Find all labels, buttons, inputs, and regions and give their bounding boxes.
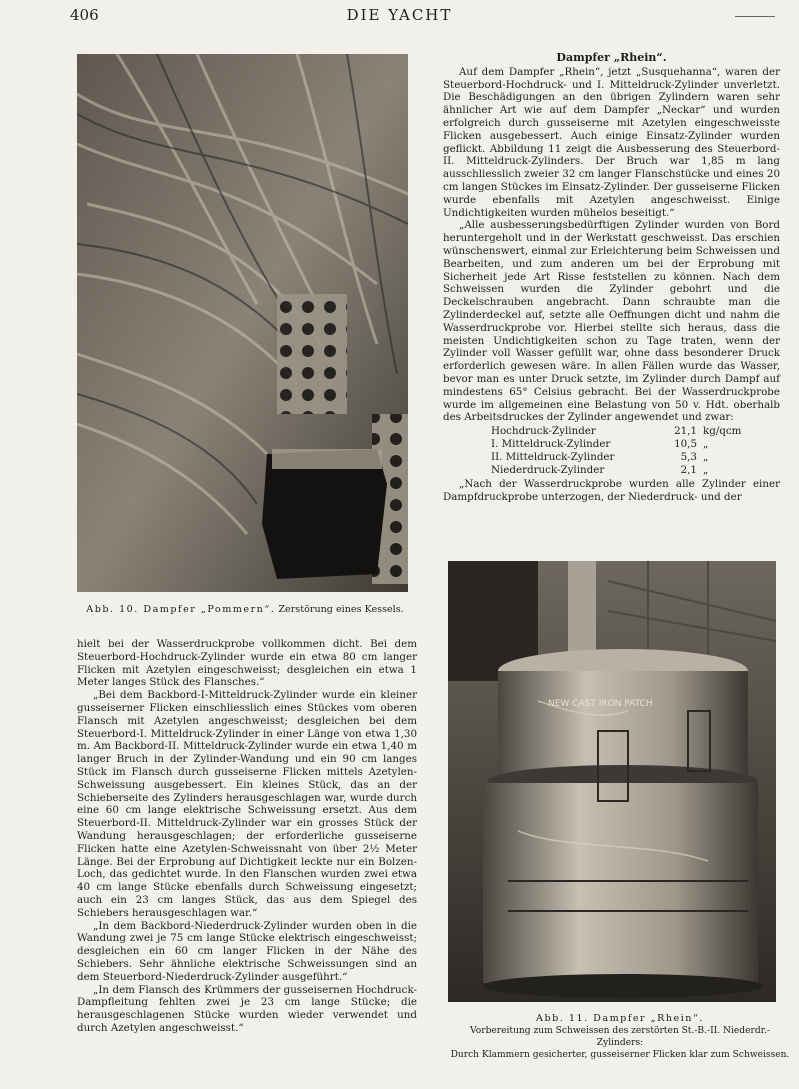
left-paragraph-2: „Bei dem Backbord-I-Mitteldruck-Zylinder wurde ein kleiner gusseiserner Flicken einschliesslich eines Stückes vom oberen Flansch mit Azetylen angeschweisst; desgleichen bei dem Steuerbord-I. Mitteldruck-Zylinder in einer Länge von etwa 1,30 m. Am Backbord-II. Mitteldruck-Zylinder wurde ein etwa 1,40 m langer Bruch in der Zylinder-Wandung und ein 90 cm langes Stück im Flansch durch gusseiserne Flicken mittels Azetylen-Schweissung ausgebessert. Ein kleines Stück, das an der Schieberseite des Zylinders herausgeschlagen war, wurde durch eine 60 cm lange elektrische Schweissung ersetzt. Aus dem Steuerbord-II. Mitteldruck-Zylinder war ein grosses Stück der Wandung herausgeschlagen; der erforderliche gusseiserne Flicken hatte eine Azetylen-Schweissnaht von über 2½ Meter Länge. Bei der Erprobung auf Dichtigkeit leckte nur ein Bolzen-Loch, das gedichtet wurde. In den Flanschen wurden zwei etwa 40 cm lange Stücke ebenfalls durch Schweissung eingesetzt; auch ein 23 cm langes Stück, das aus dem Spiegel des Schiebers herausgeschlagen war.“ bbox=[77, 689, 417, 919]
pressure-unit: „ bbox=[703, 450, 709, 463]
figure-11-caption-line-3: Durch Klammern gesicherter, gusseiserner Flicken klar zum Schweissen. bbox=[450, 1050, 790, 1060]
pressure-value: 21,1 bbox=[674, 425, 697, 438]
pressure-unit: kg/qcm bbox=[703, 425, 742, 438]
right-text-column bbox=[443, 52, 780, 504]
left-paragraph-1: hielt bei der Wasserdruckprobe vollkommen dicht. Bei dem Steuerbord-Hochdruck-Zylinder wurde ein etwa 80 cm langer Flicken mit Azetylen eingeschweisst; desgleichen ein etwa 1 Meter langes Stück des Flansches.“ bbox=[77, 638, 417, 689]
figure-10-caption-text: Zerstörung eines Kessels. bbox=[278, 604, 404, 615]
header-rule bbox=[735, 16, 775, 17]
page-number: 406 bbox=[70, 6, 99, 24]
figure-10-caption-prefix: Abb. 10. Dampfer „Pommern“. bbox=[86, 604, 276, 615]
pressure-unit: „ bbox=[703, 463, 709, 476]
cylinder-name: Niederdruck-Zylinder bbox=[491, 463, 605, 476]
right-paragraph-1: Auf dem Dampfer „Rhein“, jetzt „Susquehanna“, waren der Steuerbord-Hochdruck- und I. Mitteldruck-Zylinder unverletzt. Die Beschädigungen an den übrigen Zylindern waren sehr ähnlicher Art wie auf dem Dampfer „Neckar“ und wurden erfolgreich durch gusseiserne mit Azetylen eingeschweisste Flicken ausgebessert. Auch einige Einsatz-Zylinder wurden geflickt. Abbildung 11 zeigt die Ausbesserung des Steuerbord-II. Mitteldruck-Zylinders. Der Bruch war 1,85 m lang ausschliesslich zweier 32 cm langer Flanschstücke und eines 20 cm langen Stückes im Einsatz-Zylinder. Der gusseiserne Flicken wurde ebenfalls mit Azetylen angeschweisst. Einige Undichtigkeiten wurden mühelos beseitigt.“ bbox=[443, 65, 780, 219]
right-paragraph-3: „Nach der Wasserdruckprobe wurden alle Zylinder einer Dampfdruckprobe unterzogen, der Niederdruck- und der bbox=[443, 478, 780, 504]
section-heading-rhein: Dampfer „Rhein“. bbox=[556, 51, 667, 64]
pressure-unit: „ bbox=[703, 437, 709, 450]
figure-11-caption-title: Abb. 11. Dampfer „Rhein“. bbox=[536, 1013, 704, 1024]
figure-11-caption bbox=[448, 1013, 792, 1061]
pressure-table bbox=[491, 425, 741, 476]
left-paragraph-4: „In dem Flansch des Krümmers der gusseisernen Hochdruck-Dampfleitung fehlten zwei je 23 cm lange Stücke; die herausgeschlagenen Stücke wurden wieder verwendet und durch Azetylen angeschweisst.“ bbox=[77, 983, 417, 1034]
right-paragraph-2: „Alle ausbesserungsbedürftigen Zylinder wurden von Bord heruntergeholt und in der Werkstatt geschweisst. Das erschien wünschenswert, einmal zur Erleichterung beim Schweissen und Bearbeiten, und zum anderen um bei der Erprobung mit Sicherheit jede Art Risse feststellen zu können. Nach dem Schweissen wurden die Zylinder gebohrt und die Deckelschrauben angebracht. Dann schraubte man die Zylinderdeckel auf, setzte alle Oeffnungen dicht und nahm die Wasserdruckprobe vor. Hierbei stellte sich heraus, dass die meisten Undichtigkeiten schon zu Tage traten, wenn der Zylinder voll Wasser gefüllt war, ohne dass besonderer Druck erforderlich gewesen wäre. In allen Fällen wurde das Wasser, bevor man es unter Druck setzte, im Zylinder durch Dampf auf mindestens 65° Celsius gebracht. Bei der Wasserdruckprobe wurde im allgemeinen eine Belastung von 50 v. Hdt. oberhalb des Arbeitsdruckes der Zylinder angewendet und zwar: bbox=[443, 219, 780, 424]
running-header-title: DIE YACHT bbox=[346, 6, 453, 24]
left-text-column bbox=[77, 638, 417, 1035]
left-paragraph-3: „In dem Backbord-Niederdruck-Zylinder wurden oben in die Wandung zwei je 75 cm lange Stücke elektrisch eingeschweisst; desgleichen ein 60 cm langer Flicken in der Nähe des Schiebers. Sehr ähnliche elektrische Schweissungen sind an dem Steuerbord-Niederdruck-Zylinder ausgeführt.“ bbox=[77, 919, 417, 983]
pressure-row bbox=[491, 438, 741, 451]
figure-11-caption-line-2: Vorbereitung zum Schweissen des zerstörten St.-B.-II. Niederdr.-Zylinders: bbox=[470, 1026, 770, 1048]
pressure-value: 5,3 bbox=[680, 450, 697, 463]
pressure-value: 10,5 bbox=[674, 437, 697, 450]
pressure-row bbox=[491, 425, 741, 438]
pressure-row bbox=[491, 451, 741, 464]
cylinder-name: Hochdruck-Zylinder bbox=[491, 425, 596, 438]
patch-stencil-text: NEW CAST IRON PATCH bbox=[548, 699, 653, 709]
pressure-row bbox=[491, 464, 741, 477]
cylinder-repair-photo bbox=[448, 561, 776, 1002]
boiler-damage-photo bbox=[77, 54, 408, 592]
cylinder-name: I. Mitteldruck-Zylinder bbox=[491, 437, 611, 450]
figure-10-caption bbox=[80, 604, 410, 616]
pressure-value: 2,1 bbox=[680, 463, 697, 476]
cylinder-name: II. Mitteldruck-Zylinder bbox=[491, 450, 615, 463]
